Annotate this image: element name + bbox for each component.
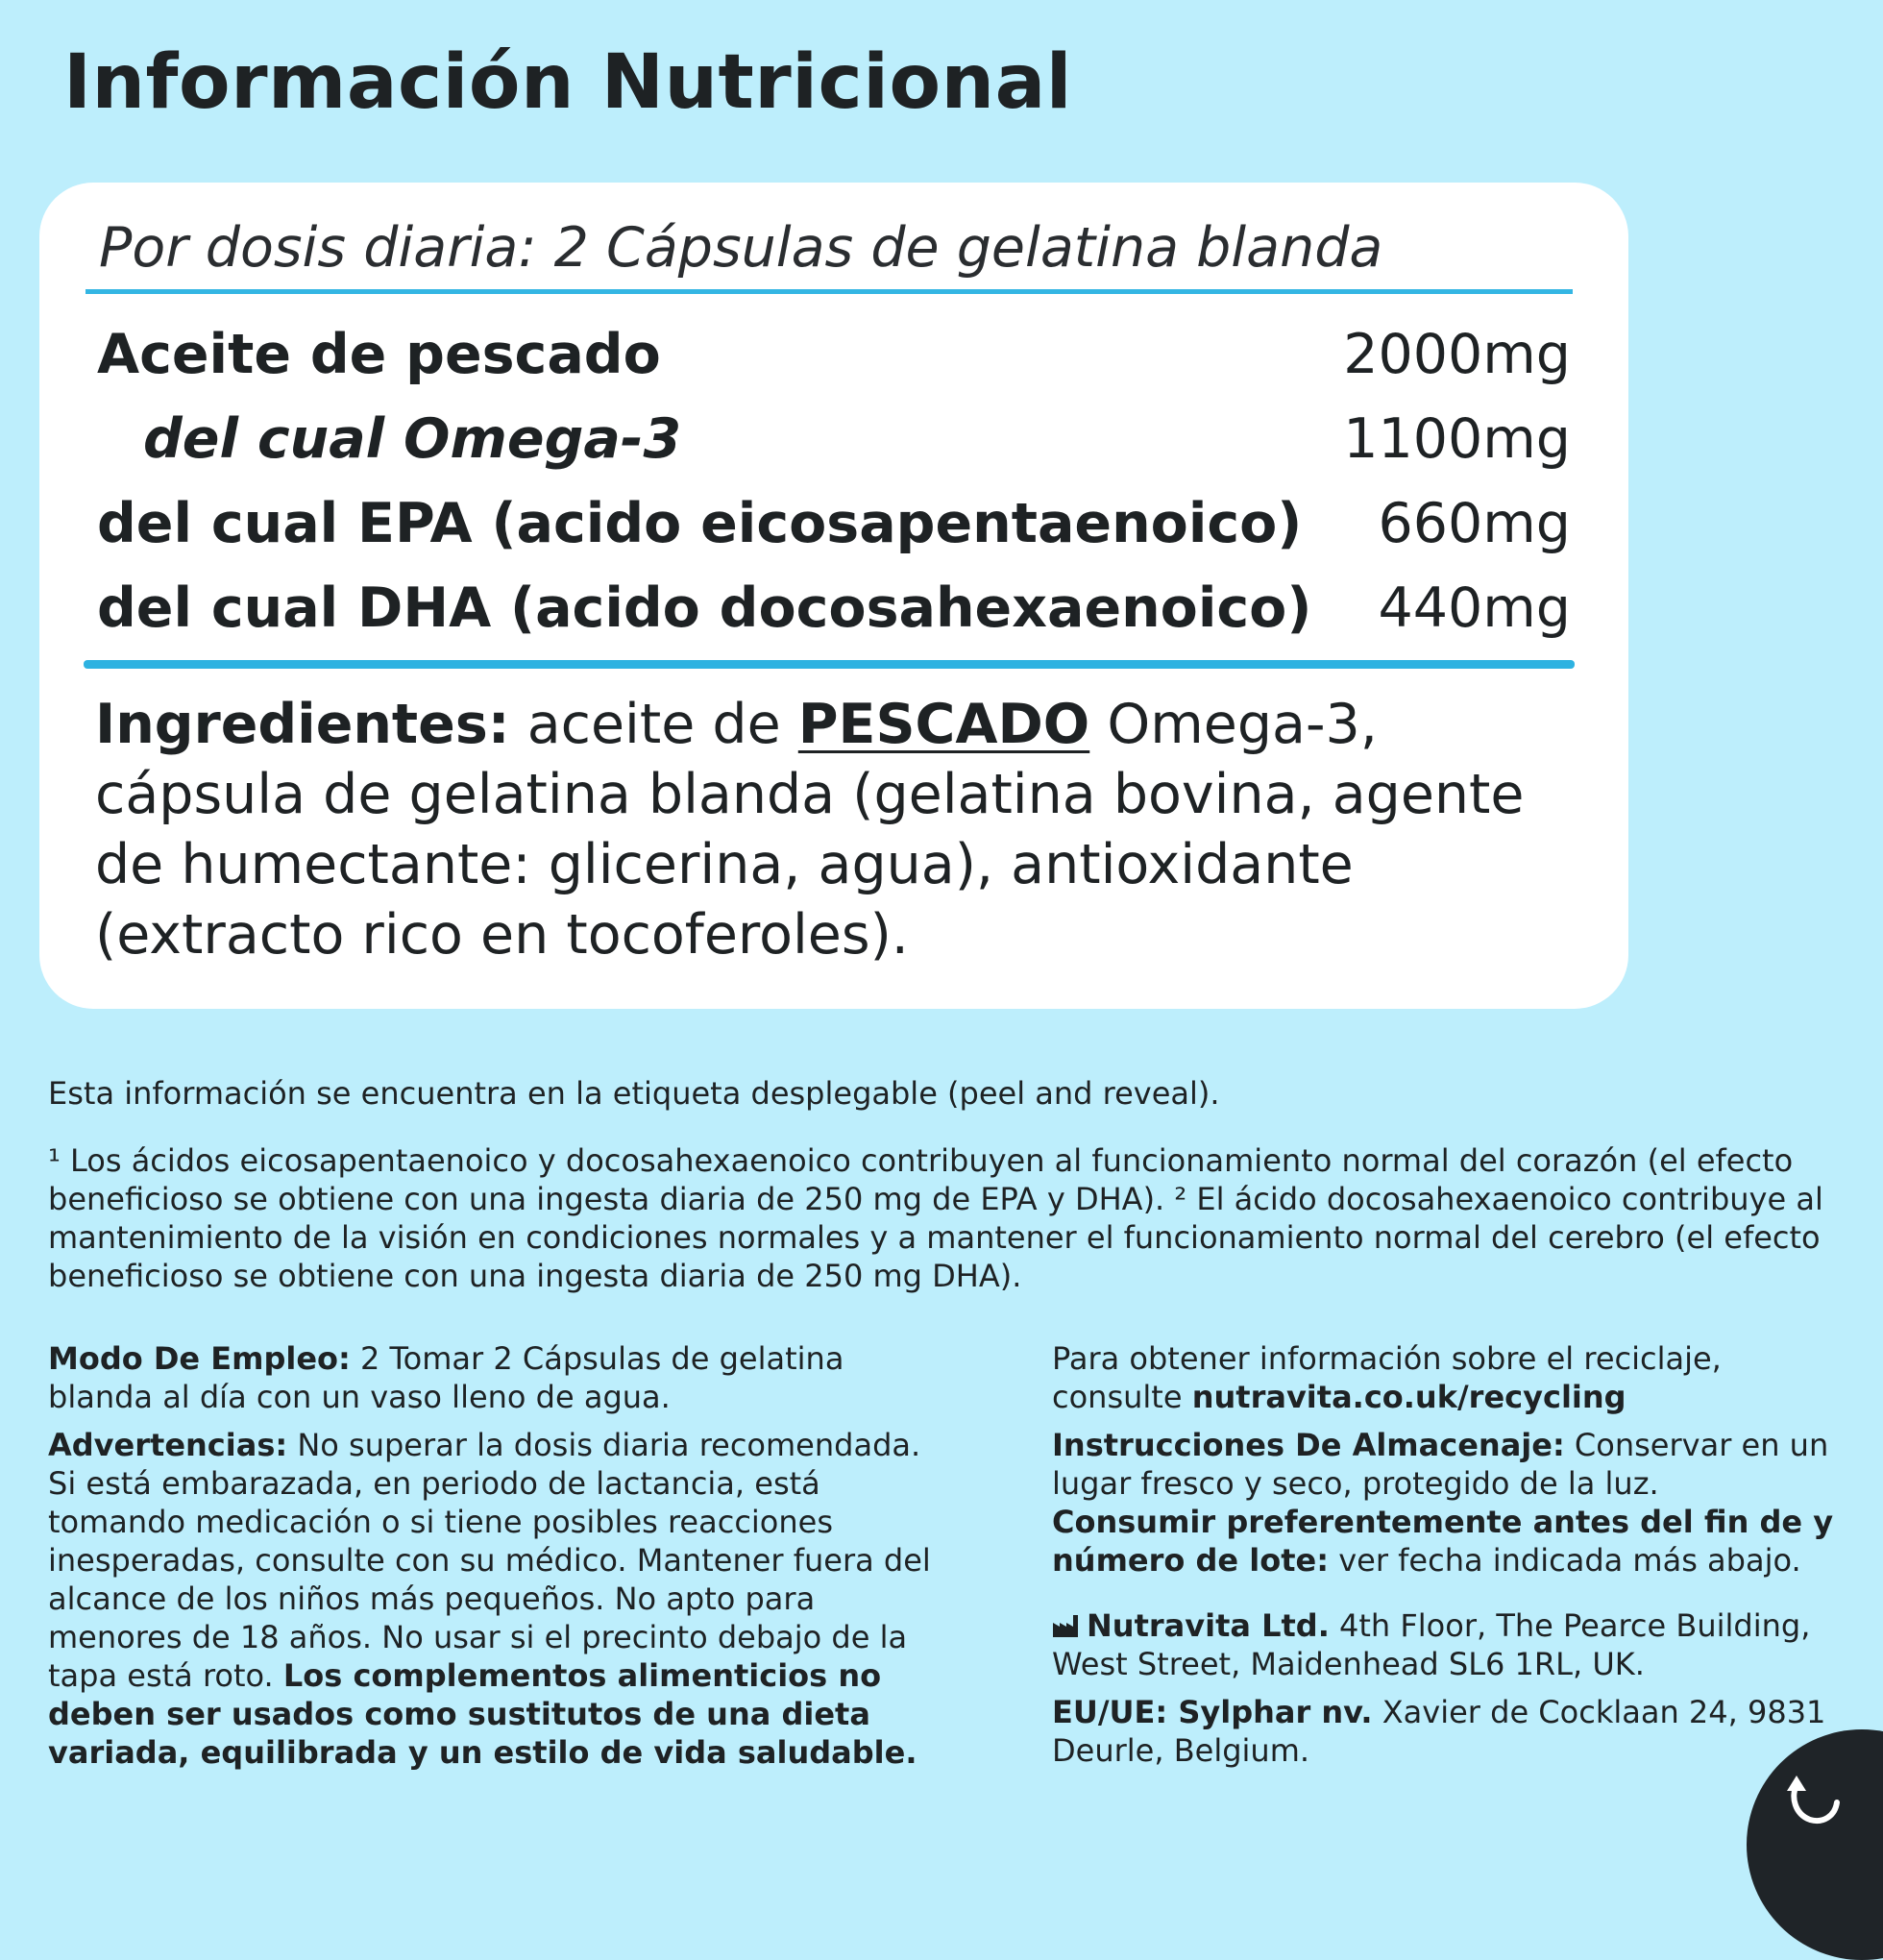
nutrient-value: 1100mg: [1343, 407, 1571, 471]
serving-size: Por dosis diaria: 2 Cápsulas de gelatina blanda: [99, 216, 1383, 280]
factory-icon: [1052, 1608, 1081, 1633]
manufacturer-paragraph: [1052, 1606, 1840, 1683]
nutrient-label: del cual Omega-3: [143, 407, 682, 471]
label-info-line: Esta información se encuentra en la etiqueta desplegable (peel and reveal).: [48, 1075, 1220, 1112]
health-claims-footnote: ¹ Los ácidos eicosapentaenoico y docosahexaenoico contribuyen al funcionamiento normal del corazón (el efecto beneficioso se obtiene con una ingesta diaria de 250 mg de EPA y DHA). ² El ácido docosahexaenoico contribuye al mantenimiento de la visión en condiciones normales y a mantener el funcionamiento normal del cerebro (el efecto beneficioso se obtiene con una ingesta diaria de 250 mg DHA).: [48, 1142, 1823, 1294]
recycling-text: Para obtener información sobre el reciclaje, consulte: [1052, 1340, 1722, 1415]
nutrient-label: Aceite de pescado: [97, 323, 661, 386]
warnings-label: Advertencias:: [48, 1427, 288, 1463]
warnings-bold-text: Los complementos alimenticios no deben ser usados como sustitutos de una dieta variada, equilibrada y un estilo de vida saludable.: [48, 1657, 917, 1771]
storage-text: Conservar en un lugar fresco y seco, protegido de la luz.: [1052, 1427, 1829, 1502]
storage-label: Instrucciones De Almacenaje:: [1052, 1427, 1565, 1463]
ingredients-heading: Ingredientes:: [95, 693, 510, 756]
table-divider: [84, 660, 1575, 669]
nutrient-value: 660mg: [1378, 492, 1571, 555]
right-column: [1052, 1339, 1840, 1779]
nutrient-label: del cual DHA (acido docosahexaenoico): [97, 576, 1312, 640]
nutrient-value: 440mg: [1378, 576, 1571, 640]
nutrient-label: del cual EPA (acido eicosapentaenoico): [97, 492, 1303, 555]
warnings-paragraph: [48, 1426, 951, 1772]
usage-text: 2 Tomar 2 Cápsulas de gelatina blanda al día con un vaso lleno de agua.: [48, 1340, 844, 1415]
storage-paragraph: [1052, 1426, 1840, 1580]
allergen-highlight: PESCADO: [797, 693, 1090, 756]
ingredients-text: [95, 690, 1594, 970]
curved-arrow-icon: [1781, 1764, 1848, 1831]
nutrient-row: [97, 483, 1571, 564]
serving-divider: [86, 289, 1573, 294]
nutrition-card: [39, 183, 1628, 1009]
best-before-text: ver fecha indicada más abajo.: [1329, 1542, 1801, 1579]
usage-paragraph: [48, 1339, 951, 1416]
recycling-paragraph: [1052, 1339, 1840, 1416]
page-title: Información Nutricional: [63, 39, 1072, 126]
nutrient-value: 2000mg: [1343, 323, 1571, 386]
eu-label: EU/UE: Sylphar nv.: [1052, 1694, 1373, 1730]
best-before-label: Consumir preferentemente antes del fin de y número de lote:: [1052, 1504, 1834, 1579]
nutrient-row: [97, 399, 1571, 479]
usage-label: Modo De Empleo:: [48, 1340, 351, 1377]
ingredients-after: Omega-3, cápsula de gelatina blanda (gelatina bovina, agente de humectante: glicerina, agua), antioxidante (extracto rico en tocoferoles).: [95, 693, 1525, 967]
eu-paragraph: [1052, 1693, 1840, 1770]
ingredients-before: aceite de: [509, 693, 798, 756]
manufacturer-name: Nutravita Ltd.: [1087, 1607, 1330, 1644]
manufacturer-address: 4th Floor, The Pearce Building, West Street, Maidenhead SL6 1RL, UK.: [1052, 1607, 1811, 1682]
eu-address: Xavier de Cocklaan 24, 9831 Deurle, Belgium.: [1052, 1694, 1826, 1769]
nutrient-row: [97, 568, 1571, 649]
warnings-text: No superar la dosis diaria recomendada. Si está embarazada, en periodo de lactancia, está tomando medicación o si tiene posibles reacciones inesperadas, consulte con su médico. Mantener fuera del alcance de los niños más pequeños. No apto para menores de 18 años. No usar si el precinto debajo de la tapa está roto.: [48, 1427, 931, 1694]
recycling-link[interactable]: nutravita.co.uk/recycling: [1191, 1379, 1626, 1415]
left-column: [48, 1339, 951, 1781]
nutrient-row: [97, 314, 1571, 395]
